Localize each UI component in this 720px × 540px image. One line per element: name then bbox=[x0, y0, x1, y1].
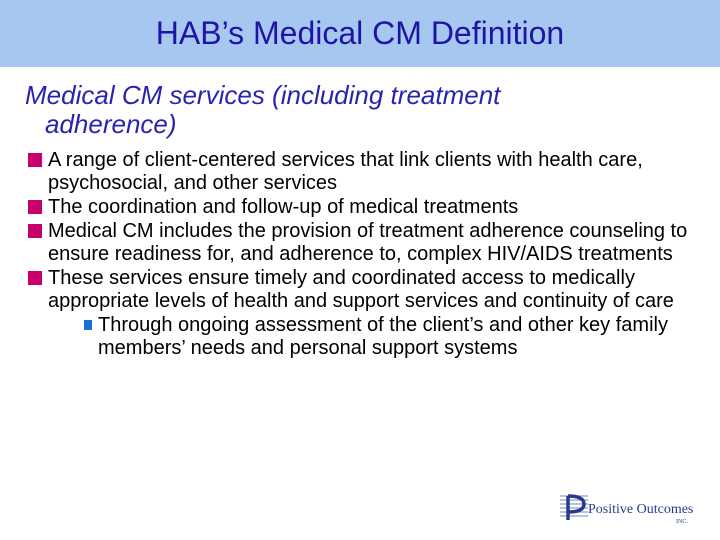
bullet-text: A range of client-centered services that link clients with health care, psychosocial, and other services bbox=[48, 149, 643, 194]
company-logo bbox=[558, 492, 698, 528]
bullet-item bbox=[28, 149, 708, 195]
positive-outcomes-logo-icon bbox=[558, 492, 590, 522]
square-bullet-icon bbox=[28, 200, 42, 214]
bullet-item bbox=[28, 196, 708, 219]
bullet-item bbox=[28, 220, 708, 266]
square-bullet-icon bbox=[28, 224, 42, 238]
square-bullet-icon bbox=[28, 153, 42, 167]
logo-name: Positive Outcomes bbox=[588, 502, 694, 517]
bullet-text: These services ensure timely and coordinated access to medically appropriate levels of health and support services and continuity of care bbox=[48, 267, 674, 312]
subtitle-line-2: adherence) bbox=[45, 109, 177, 139]
bullet-text: Medical CM includes the provision of treatment adherence counseling to ensure readiness for, and adherence to, complex HIV/AIDS treatments bbox=[48, 220, 688, 265]
bullet-item bbox=[28, 267, 708, 313]
slide-title: HAB’s Medical CM Definition bbox=[155, 15, 565, 51]
logo-suffix: INC. bbox=[676, 519, 688, 525]
sub-bullet-item bbox=[68, 314, 708, 360]
bullet-text: The coordination and follow-up of medical treatments bbox=[48, 196, 519, 218]
small-square-bullet-icon bbox=[84, 320, 92, 330]
subtitle-line-1: Medical CM services (including treatment bbox=[25, 80, 501, 110]
sub-bullet-text: Through ongoing assessment of the client’s and other key family members’ needs and personal support systems bbox=[98, 314, 668, 359]
slide-subtitle bbox=[25, 81, 695, 139]
square-bullet-icon bbox=[28, 271, 42, 285]
bullet-list bbox=[28, 149, 708, 360]
